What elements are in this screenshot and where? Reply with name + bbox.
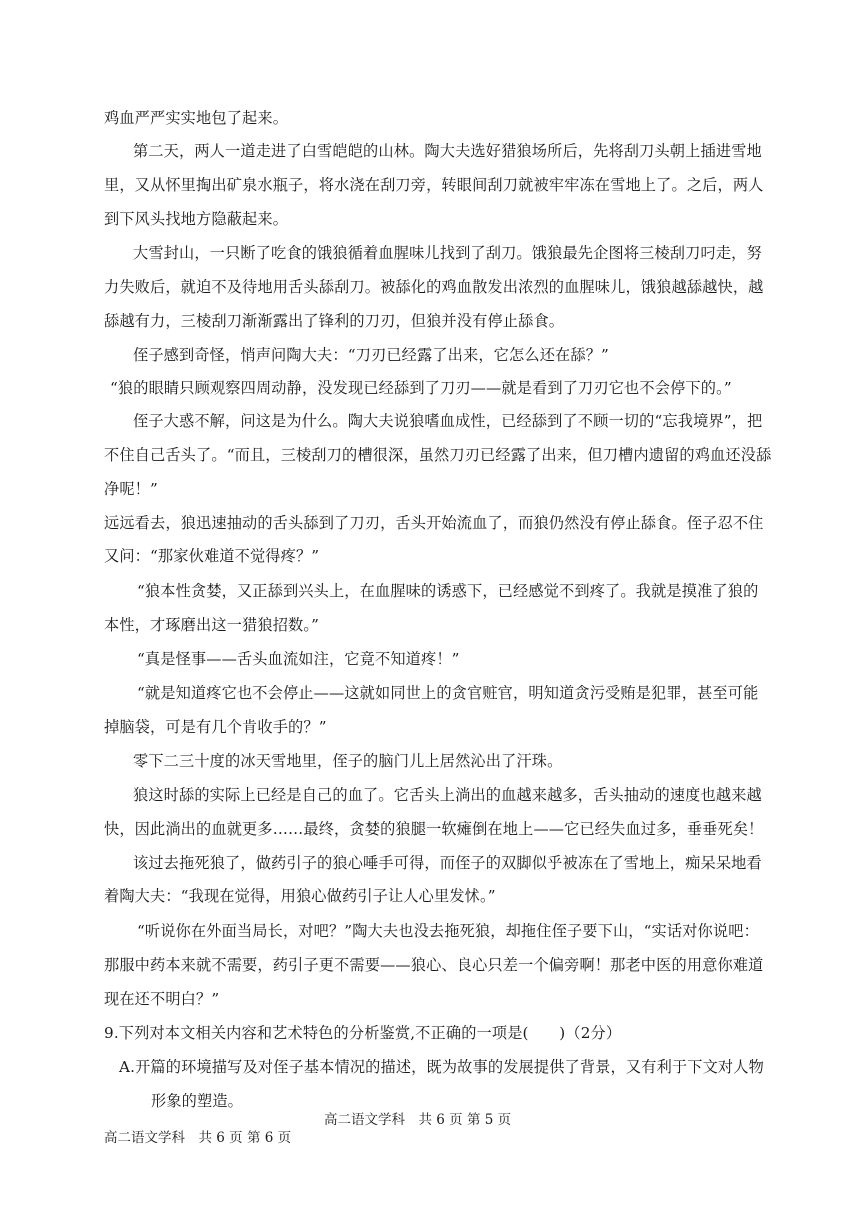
text-line: 掉脑袋，可是有几个肯收手的？” [104, 718, 327, 736]
text-line: 侄子大惑不解，问这是为什么。陶大夫说狼嗜血成性，已经舔到了不顾一切的“忘我境界”，把 [133, 412, 763, 430]
text-line: 该过去拖死狼了，做药引子的狼心唾手可得，而侄子的双脚似乎被冻在了雪地上，痴呆呆地看 [133, 854, 762, 872]
text-line: 现在还不明白？” [104, 990, 220, 1008]
text-line: 又问：“那家伙难道不觉得疼？” [104, 547, 320, 565]
text-line: 净呢！” [104, 480, 158, 498]
text-line: 远远看去，狼迅速抽动的舌头舔到了刀刃，舌头开始流血了，而狼仍然没有停止舔食。侄子忍不住 [104, 514, 764, 532]
text-line: 鸡血严严实实地包了起来。 [104, 109, 289, 127]
text-line: 快，因此淌出的血就更多……最终，贪婪的狼腿一软瘫倒在地上——它已经失血过多，垂垂死矣！ [104, 820, 764, 838]
text-line: 大雪封山，一只断了吃食的饿狼循着血腥味儿找到了刮刀。饿狼最先企图将三棱刮刀叼走，努 [133, 244, 762, 262]
option-a-continued: 形象的塑造。 [151, 1092, 244, 1110]
text-line: 不住自己舌头了。“而且，三棱刮刀的槽很深，虽然刀刃已经露了出来，但刀槽内遗留的鸡血还没舔 [104, 446, 772, 464]
text-line: 第二天，两人一道走进了白雪皑皑的山林。陶大夫选好猎狼场所后，先将刮刀头朝上插进雪地 [133, 142, 762, 160]
text-line: “真是怪事——舌头血流如注，它竟不知道疼！” [137, 650, 460, 668]
text-line: 到下风头找地方隐蔽起来。 [104, 210, 289, 228]
text-line: 着陶大夫：“我现在觉得，用狼心做药引子让人心里发怵。” [104, 887, 496, 905]
text-line: 力失败后，就迫不及待地用舌头舔刮刀。被舔化的鸡血散发出浓烈的血腥味儿，饿狼越舔越快，越 [104, 278, 764, 296]
text-line: 零下二三十度的冰天雪地里，侄子的脑门儿上居然沁出了汗珠。 [133, 752, 563, 770]
text-line: 那服中药本来就不需要，药引子更不需要——狼心、良心只差一个偏旁啊！那老中医的用意你难道 [104, 956, 764, 974]
text-line: “狼本性贪婪，又正舔到兴头上，在血腥味的诱惑下，已经感觉不到疼了。我就是摸准了狼的 [137, 582, 759, 600]
text-line: “听说你在外面当局长，对吧？”陶大夫也没去拖死狼，却拖住侄子要下山，“实话对你说吧： [137, 922, 759, 940]
text-line: 本性，才琢磨出这一猎狼招数。” [104, 616, 320, 634]
question-stem: 9.下列对本文相关内容和艺术特色的分析鉴赏,不正确的一项是( )（2分） [104, 1024, 622, 1042]
text-line: 狼这时舔的实际上已经是自己的血了。它舌头上淌出的血越来越多，舌头抽动的速度也越来越 [133, 786, 762, 804]
page-footer: 高二语文学科 共 6 页 第 5 页 [324, 1112, 512, 1128]
option-a: A.开篇的环境描写及对侄子基本情况的描述，既为故事的发展提供了背景，又有利于下文对人物 [119, 1058, 764, 1076]
page-footer: 高二语文学科 共 6 页 第 6 页 [104, 1130, 292, 1146]
text-line: 侄子感到奇怪，悄声问陶大夫：“刀刃已经露了出来，它怎么还在舔？” [133, 346, 609, 364]
text-line: 里，又从怀里掏出矿泉水瓶子，将水浇在刮刀旁，转眼间刮刀就被牢牢冻在雪地上了。之后，两人 [104, 176, 764, 194]
text-line: 舔越有力，三棱刮刀渐渐露出了锋利的刀刃，但狼并没有停止舔食。 [104, 312, 565, 330]
text-line: “就是知道疼它也不会停止——这就如同世上的贪官赃官，明知道贪污受贿是犯罪，甚至可能 [137, 684, 759, 702]
text-line: “狼的眼睛只顾观察四周动静，没发现已经舔到了刀刃——就是看到了刀刃它也不会停下的。” [110, 379, 732, 397]
